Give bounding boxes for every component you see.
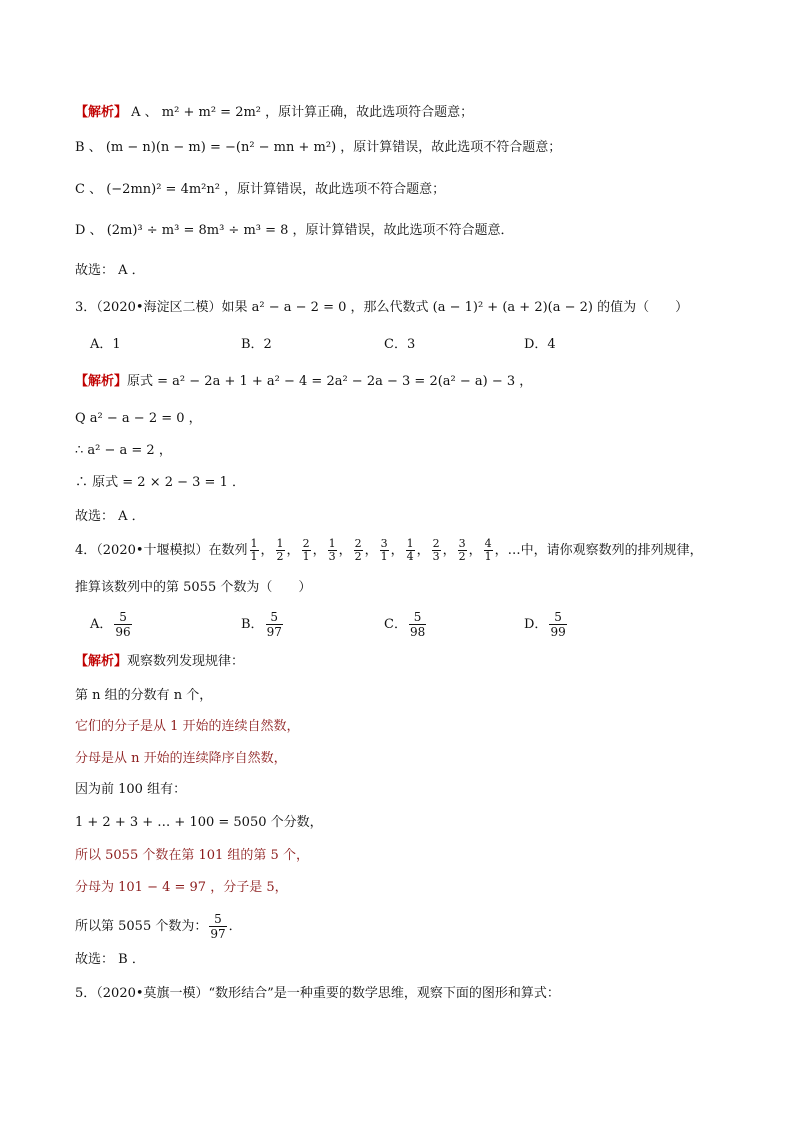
q5-stem: 5．（2020•莫旗一模）“数形结合”是一种重要的数学思维，观察下面的图形和算式： [75,986,560,1001]
denominator: 1 [302,550,310,563]
sequence-fraction [354,538,363,563]
q4-stem-line1 [75,538,703,563]
option-label: C． [384,617,407,632]
denominator: 99 [550,625,566,639]
a9-suffix: ． [228,919,242,934]
numerator: 4 [484,537,492,550]
analysis-tag: 【解析】 [75,105,128,120]
numerator: 5 [413,610,422,624]
q3-option-c: C．3 [384,337,416,352]
denominator: 98 [409,625,426,639]
sequence-separator: ， [338,543,352,558]
q4-stem-line2: 推算该数列中的第 5055 个数为（ ） [75,580,312,595]
sequence-fraction [380,538,389,563]
denominator: 1 [250,550,258,563]
q4-analysis-a9 [75,912,242,941]
q4-analysis-a2: 第 n 组的分数有 n 个， [75,688,213,703]
sequence-separator: ， [260,543,274,558]
numerator: 2 [354,537,362,550]
q4-analysis-a3: 它们的分子是从 1 开始的连续自然数， [75,719,300,734]
analysis-tag: 【解析】 [75,654,128,669]
option-label: A． [90,617,113,632]
q4-option-d [524,610,569,639]
q2-analysis-line-b: B 、 (m − n)(n − m) = −(n² − mn + m²) ，原计算错误，故此选项不符合题意； [75,140,562,155]
q3-answer: 故选： A ． [75,509,145,524]
q4-analysis-a4: 分母是从 n 开始的连续降序自然数， [75,751,287,766]
numerator: 1 [328,537,336,550]
numerator: 3 [458,537,466,550]
sequence-fraction [276,538,285,563]
sequence-fraction [484,538,493,563]
sequence-separator: ， [286,543,300,558]
q4-option-a [90,610,134,639]
sequence-separator: ， [364,543,378,558]
sequence-separator: ， [390,543,404,558]
denominator: 1 [484,550,492,563]
q4-option-c [384,610,428,639]
sequence-separator: ， [468,543,482,558]
q4-answer: 故选： B ． [75,952,145,967]
q4-sequence [248,537,495,563]
q4-analysis-a5: 因为前 100 组有： [75,782,187,797]
q4-stem-suffix: ，…中，请你观察数列的排列规律， [494,543,703,558]
analysis-text: 原式 = a² − 2a + 1 + a² − 4 = 2a² − 2a − 3 = 2(a² − a) − 3 ， [127,374,533,389]
sequence-fraction [432,538,441,563]
numerator: 1 [406,537,414,550]
denominator: 96 [115,625,131,639]
q4-option-b [241,610,285,639]
numerator: 5 [119,610,127,624]
q3-option-b: B．2 [241,337,272,352]
q4-analysis-a1 [75,652,244,672]
numerator: 5 [554,610,562,624]
q2-analysis-line-d: D 、 (2m)³ ÷ m³ = 8m³ ÷ m³ = 8 ，原计算错误，故此选项不符合题意． [75,223,514,238]
analysis-tag: 【解析】 [75,374,128,389]
a9-fraction [209,912,226,941]
sequence-fraction [302,538,311,563]
option-fraction [266,610,283,639]
sequence-fraction [458,538,467,563]
denominator: 3 [328,550,336,563]
denominator: 97 [266,625,282,639]
analysis-text-a: A 、 m² + m² = 2m² ，原计算正确，故此选项符合题意； [127,105,474,120]
sequence-fraction [250,538,259,563]
sequence-fraction [406,538,415,563]
sequence-separator: ， [442,543,456,558]
q3-analysis-step3: ∴ a² − a = 2 ， [75,443,172,458]
denominator: 4 [406,550,414,563]
numerator: 5 [270,610,279,624]
q2-answer: 故选： A ． [75,263,145,278]
analysis-text: 观察数列发现规律： [127,654,245,669]
denominator: 2 [276,550,284,563]
q4-analysis-a7: 所以 5055 个数在第 101 组的第 5 个， [75,848,309,863]
numerator: 3 [380,537,388,550]
q4-stem-prefix: 4．（2020•十堰模拟）在数列 [75,543,248,558]
q4-analysis-a6: 1 + 2 + 3 + … + 100 = 5050 个分数， [75,815,323,830]
q3-option-a: A．1 [90,337,121,352]
option-fraction [409,610,426,639]
option-fraction [114,610,131,639]
denominator: 97 [210,927,226,941]
denominator: 2 [354,550,362,563]
numerator: 2 [302,537,310,550]
q2-analysis-line-c: C 、 (−2mn)² = 4m²n² ，原计算错误，故此选项不符合题意； [75,182,446,197]
denominator: 3 [432,550,440,563]
denominator: 1 [380,550,388,563]
numerator: 1 [250,537,258,550]
q3-analysis-step1 [75,372,532,392]
numerator: 2 [432,537,440,550]
q2-analysis-line-a [75,103,473,123]
q3-option-d: D．4 [524,337,556,352]
sequence-fraction [328,538,337,563]
numerator: 1 [276,537,284,550]
q3-analysis-step4: ∴ 原式 = 2 × 2 − 3 = 1 ． [75,475,245,490]
q3-stem: 3．（2020•海淀区二模）如果 a² − a − 2 = 0 ，那么代数式 (a − 1)² + (a + 2)(a − 2) 的值为（ ） [75,300,689,315]
a9-prefix: 所以第 5055 个数为： [75,919,208,934]
option-fraction [549,610,566,639]
denominator: 2 [458,550,466,563]
option-label: B． [241,617,264,632]
sequence-separator: ， [416,543,430,558]
q4-analysis-a8: 分母为 101 − 4 = 97 ，分子是 5， [75,880,288,895]
numerator: 5 [214,912,222,926]
option-label: D． [524,617,548,632]
sequence-separator: ， [312,543,326,558]
q3-analysis-step2: Q a² − a − 2 = 0 ， [75,411,202,426]
